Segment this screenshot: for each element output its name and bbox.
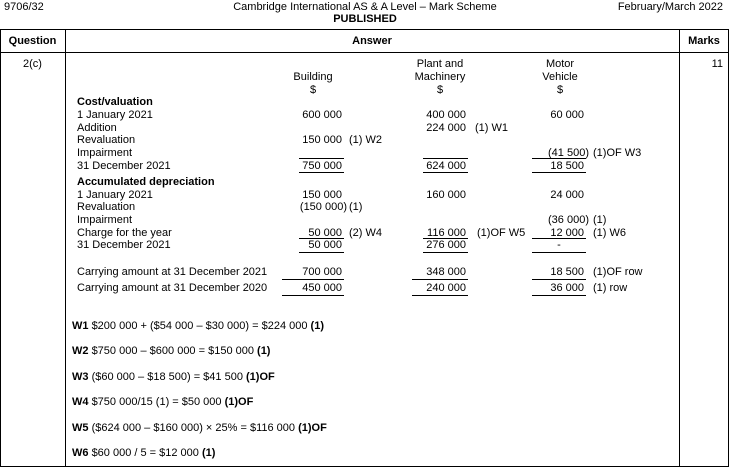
motor-charge: 12 000 [550,227,584,239]
motor-carry-2020-mark: (1) row [593,282,628,294]
cost-valuation-heading: Cost/valuation [77,96,153,108]
motor-column-unit: $ [556,84,564,96]
plant-column-header-line1: Plant and [416,58,464,70]
marks-column-divider [679,29,680,467]
paper-code: 9706/32 [4,1,44,13]
plant-carry-2021: 348 000 [426,266,466,278]
building-charge: 50 000 [308,227,342,239]
working-w4: W4 $750 000/15 (1) = $50 000 (1)OF [72,396,254,408]
row-label: Addition [77,122,117,134]
motor-column-header-line2: Vehicle [542,71,578,83]
plant-addition-mark: (1) W1 [475,122,508,134]
working-w6: W6 $60 000 / 5 = $12 000 (1) [72,447,216,459]
plant-dep-dec: 276 000 [426,239,466,251]
row-label: Impairment [77,147,133,159]
row-label: Carrying amount at 31 December 2021 [77,266,268,278]
motor-dep-impairment: (36 000) [548,214,589,226]
building-carry-2021: 700 000 [302,266,342,278]
table-left-border [0,29,1,467]
building-cost-underline [299,158,344,159]
row-label: 31 December 2021 [77,160,171,172]
working-w5: W5 ($624 000 – $160 000) × 25% = $116 000 (1)OF [72,422,327,434]
motor-cost-dec: 18 500 [550,160,584,172]
document-subtitle: PUBLISHED [333,13,397,25]
row-label: 31 December 2021 [77,239,171,251]
building-revaluation: 150 000 [302,134,342,146]
row-label: Impairment [77,214,133,226]
building-cost-jan: 600 000 [302,109,342,121]
row-label: Charge for the year [77,227,172,239]
motor-carry-2021: 18 500 [550,266,584,278]
row-label: 1 January 2021 [77,109,153,121]
working-w1: W1 $200 000 + ($54 000 – $30 000) = $224 000 (1) [72,320,324,332]
building-dep-revaluation-mark: (1) [349,201,363,213]
plant-cost-dec: 624 000 [426,160,466,172]
building-column-header: Building [293,71,333,83]
motor-cost-jan: 60 000 [550,109,584,121]
building-cost-underline-bottom [299,172,344,173]
motor-charge-mark: (1) W6 [593,227,626,239]
plant-dep-jan: 160 000 [426,189,466,201]
plant-dep-underline-bottom [423,252,468,253]
accumulated-depreciation-heading: Accumulated depreciation [77,176,215,188]
question-marks: 11 [711,58,723,70]
building-carry-2020: 450 000 [302,282,342,294]
motor-cost-underline [532,158,586,159]
plant-addition: 224 000 [426,122,466,134]
building-dep-underline-bottom [299,252,344,253]
working-w2: W2 $750 000 – $600 000 = $150 000 (1) [72,345,271,357]
table-bottom-border [0,466,729,467]
motor-impairment: (41 500) [548,147,589,159]
plant-charge-mark: (1)OF W5 [477,227,526,239]
table-header-border [0,52,729,53]
plant-cost-underline [423,158,468,159]
row-label: Revaluation [77,134,136,146]
motor-dep-underline-bottom [532,252,586,253]
exam-session: February/March 2022 [617,1,723,13]
question-header: Question [8,35,57,47]
motor-carry-2021-mark: (1)OF row [593,266,643,278]
row-label: 1 January 2021 [77,189,153,201]
motor-cost-underline-bottom [532,172,586,173]
working-w3: W3 ($60 000 – $18 500) = $41 500 (1)OF [72,371,275,383]
building-dep-dec: 50 000 [308,239,342,251]
building-cost-dec: 750 000 [302,160,342,172]
building-dep-jan: 150 000 [302,189,342,201]
question-column-divider [65,29,66,467]
marks-header: Marks [688,35,720,47]
building-carry-underline-bottom [282,295,344,296]
building-dep-revaluation: (150 000) [299,201,347,213]
plant-cost-jan: 400 000 [426,109,466,121]
document-title: Cambridge International AS & A Level – Mark Scheme [233,1,497,13]
plant-carry-underline-bottom [412,295,468,296]
plant-carry-underline [412,279,468,280]
plant-charge: 116 000 [427,227,466,239]
answer-header: Answer [352,35,392,47]
plant-column-header-line2: Machinery [414,71,466,83]
plant-column-unit: $ [436,84,444,96]
motor-carry-underline [532,279,586,280]
motor-dep-jan: 24 000 [550,189,584,201]
row-label: Carrying amount at 31 December 2020 [77,282,268,294]
plant-carry-2020: 240 000 [426,282,466,294]
motor-dep-impairment-mark: (1) [593,214,607,226]
motor-dep-dec: - [557,239,561,251]
plant-cost-underline-bottom [423,172,468,173]
row-label: Revaluation [77,201,136,213]
table-top-border [0,29,729,30]
motor-column-header-line1: Motor [545,58,575,70]
building-revaluation-mark: (1) W2 [349,134,382,146]
building-charge-mark: (2) W4 [349,227,382,239]
motor-impairment-mark: (1)OF W3 [593,147,642,159]
question-number: 2(c) [23,58,42,70]
building-column-unit: $ [309,84,317,96]
motor-carry-2020: 36 000 [550,282,584,294]
motor-carry-underline-bottom [532,295,586,296]
building-carry-underline [282,279,344,280]
